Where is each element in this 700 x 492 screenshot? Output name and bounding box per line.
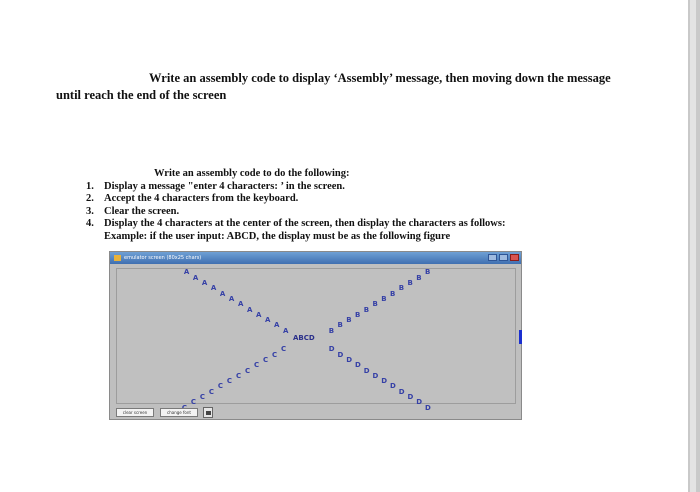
- char-c: C: [280, 345, 287, 354]
- char-c: C: [271, 350, 278, 359]
- char-b: B: [354, 310, 361, 319]
- emulator-titlebar[interactable]: [110, 252, 521, 264]
- char-d: D: [424, 403, 431, 412]
- char-a: A: [183, 268, 190, 277]
- char-b: B: [328, 326, 335, 335]
- question-1: [56, 70, 656, 104]
- char-b: B: [363, 305, 370, 314]
- emulator-title: emulator screen (80x25 chars): [124, 255, 202, 261]
- char-c: C: [235, 371, 242, 380]
- char-b: B: [337, 321, 343, 330]
- change-font-button[interactable]: change font: [160, 408, 198, 417]
- center-text: ABCD: [293, 334, 315, 342]
- char-c: C: [253, 361, 260, 370]
- char-a: A: [210, 284, 217, 293]
- step-text: Clear the screen.: [104, 205, 180, 217]
- char-b: B: [381, 294, 387, 303]
- step-number: 3.: [86, 205, 94, 217]
- app-icon: [114, 255, 121, 261]
- char-d: D: [354, 361, 361, 370]
- step-number: 1.: [86, 180, 94, 192]
- char-a: A: [192, 273, 199, 282]
- emulator-window: [109, 251, 522, 420]
- step-text: Display a message "enter 4 characters: ’ in the screen.: [104, 180, 345, 192]
- char-a: A: [282, 326, 289, 335]
- question-1-line-2: until reach the end of the screen: [56, 88, 227, 102]
- char-a: A: [255, 310, 262, 319]
- char-b: B: [424, 268, 431, 277]
- question-2: [86, 168, 646, 244]
- char-a: A: [228, 294, 235, 303]
- example-line: Example: if the user input: ABCD, the display must be as the following figure: [104, 230, 451, 242]
- step-item: [86, 218, 646, 231]
- char-d: D: [337, 350, 344, 359]
- clear-screen-button[interactable]: clear screen: [116, 408, 154, 417]
- char-a: A: [273, 321, 280, 330]
- char-a: A: [201, 279, 208, 287]
- char-c: C: [199, 393, 206, 401]
- char-d: D: [407, 393, 414, 401]
- char-c: C: [190, 398, 197, 407]
- question-2-heading: Write an assembly code to do the following:: [154, 168, 350, 179]
- step-item: [86, 206, 646, 219]
- question-1-line-1: Write an assembly code to display ‘Assembly’ message, then moving down the message: [149, 71, 611, 85]
- emulator-bottom-bar: [110, 403, 521, 420]
- cursor-marker: [519, 330, 522, 344]
- step-item: [86, 181, 646, 194]
- char-b: B: [416, 273, 422, 282]
- char-b: B: [389, 289, 396, 298]
- char-d: D: [381, 377, 388, 386]
- step-text: Display the 4 characters at the center of the screen, then display the characters as follows:: [104, 218, 506, 230]
- question-2-steps: [86, 181, 646, 231]
- char-c: C: [262, 355, 269, 364]
- char-d: D: [328, 345, 335, 354]
- char-b: B: [372, 300, 378, 309]
- step-number: 4.: [86, 218, 94, 230]
- char-c: C: [208, 387, 215, 396]
- monitor-icon: [206, 411, 211, 415]
- emulator-screen: [116, 268, 516, 412]
- char-a: A: [237, 300, 244, 309]
- close-icon[interactable]: [510, 254, 519, 261]
- char-d: D: [398, 387, 405, 396]
- char-b: B: [346, 316, 352, 325]
- char-b: B: [398, 284, 405, 293]
- char-d: D: [389, 382, 396, 391]
- char-d: D: [346, 355, 353, 364]
- char-d: D: [363, 366, 370, 375]
- maximize-icon[interactable]: [499, 254, 508, 261]
- right-edge-bar-inner: [690, 0, 696, 492]
- char-c: C: [217, 382, 224, 391]
- step-number: 2.: [86, 193, 94, 205]
- minimize-icon[interactable]: [488, 254, 497, 261]
- char-d: D: [372, 371, 379, 380]
- char-c: C: [244, 366, 251, 375]
- screen-icon-button[interactable]: [203, 407, 213, 418]
- right-edge-bar: [688, 0, 700, 492]
- char-d: D: [416, 398, 422, 407]
- char-a: A: [246, 305, 253, 314]
- char-c: C: [226, 377, 233, 386]
- char-b: B: [407, 279, 413, 287]
- step-text: Accept the 4 characters from the keyboard.: [104, 193, 299, 205]
- char-a: A: [264, 316, 271, 325]
- char-a: A: [219, 289, 226, 298]
- step-item: [86, 193, 646, 206]
